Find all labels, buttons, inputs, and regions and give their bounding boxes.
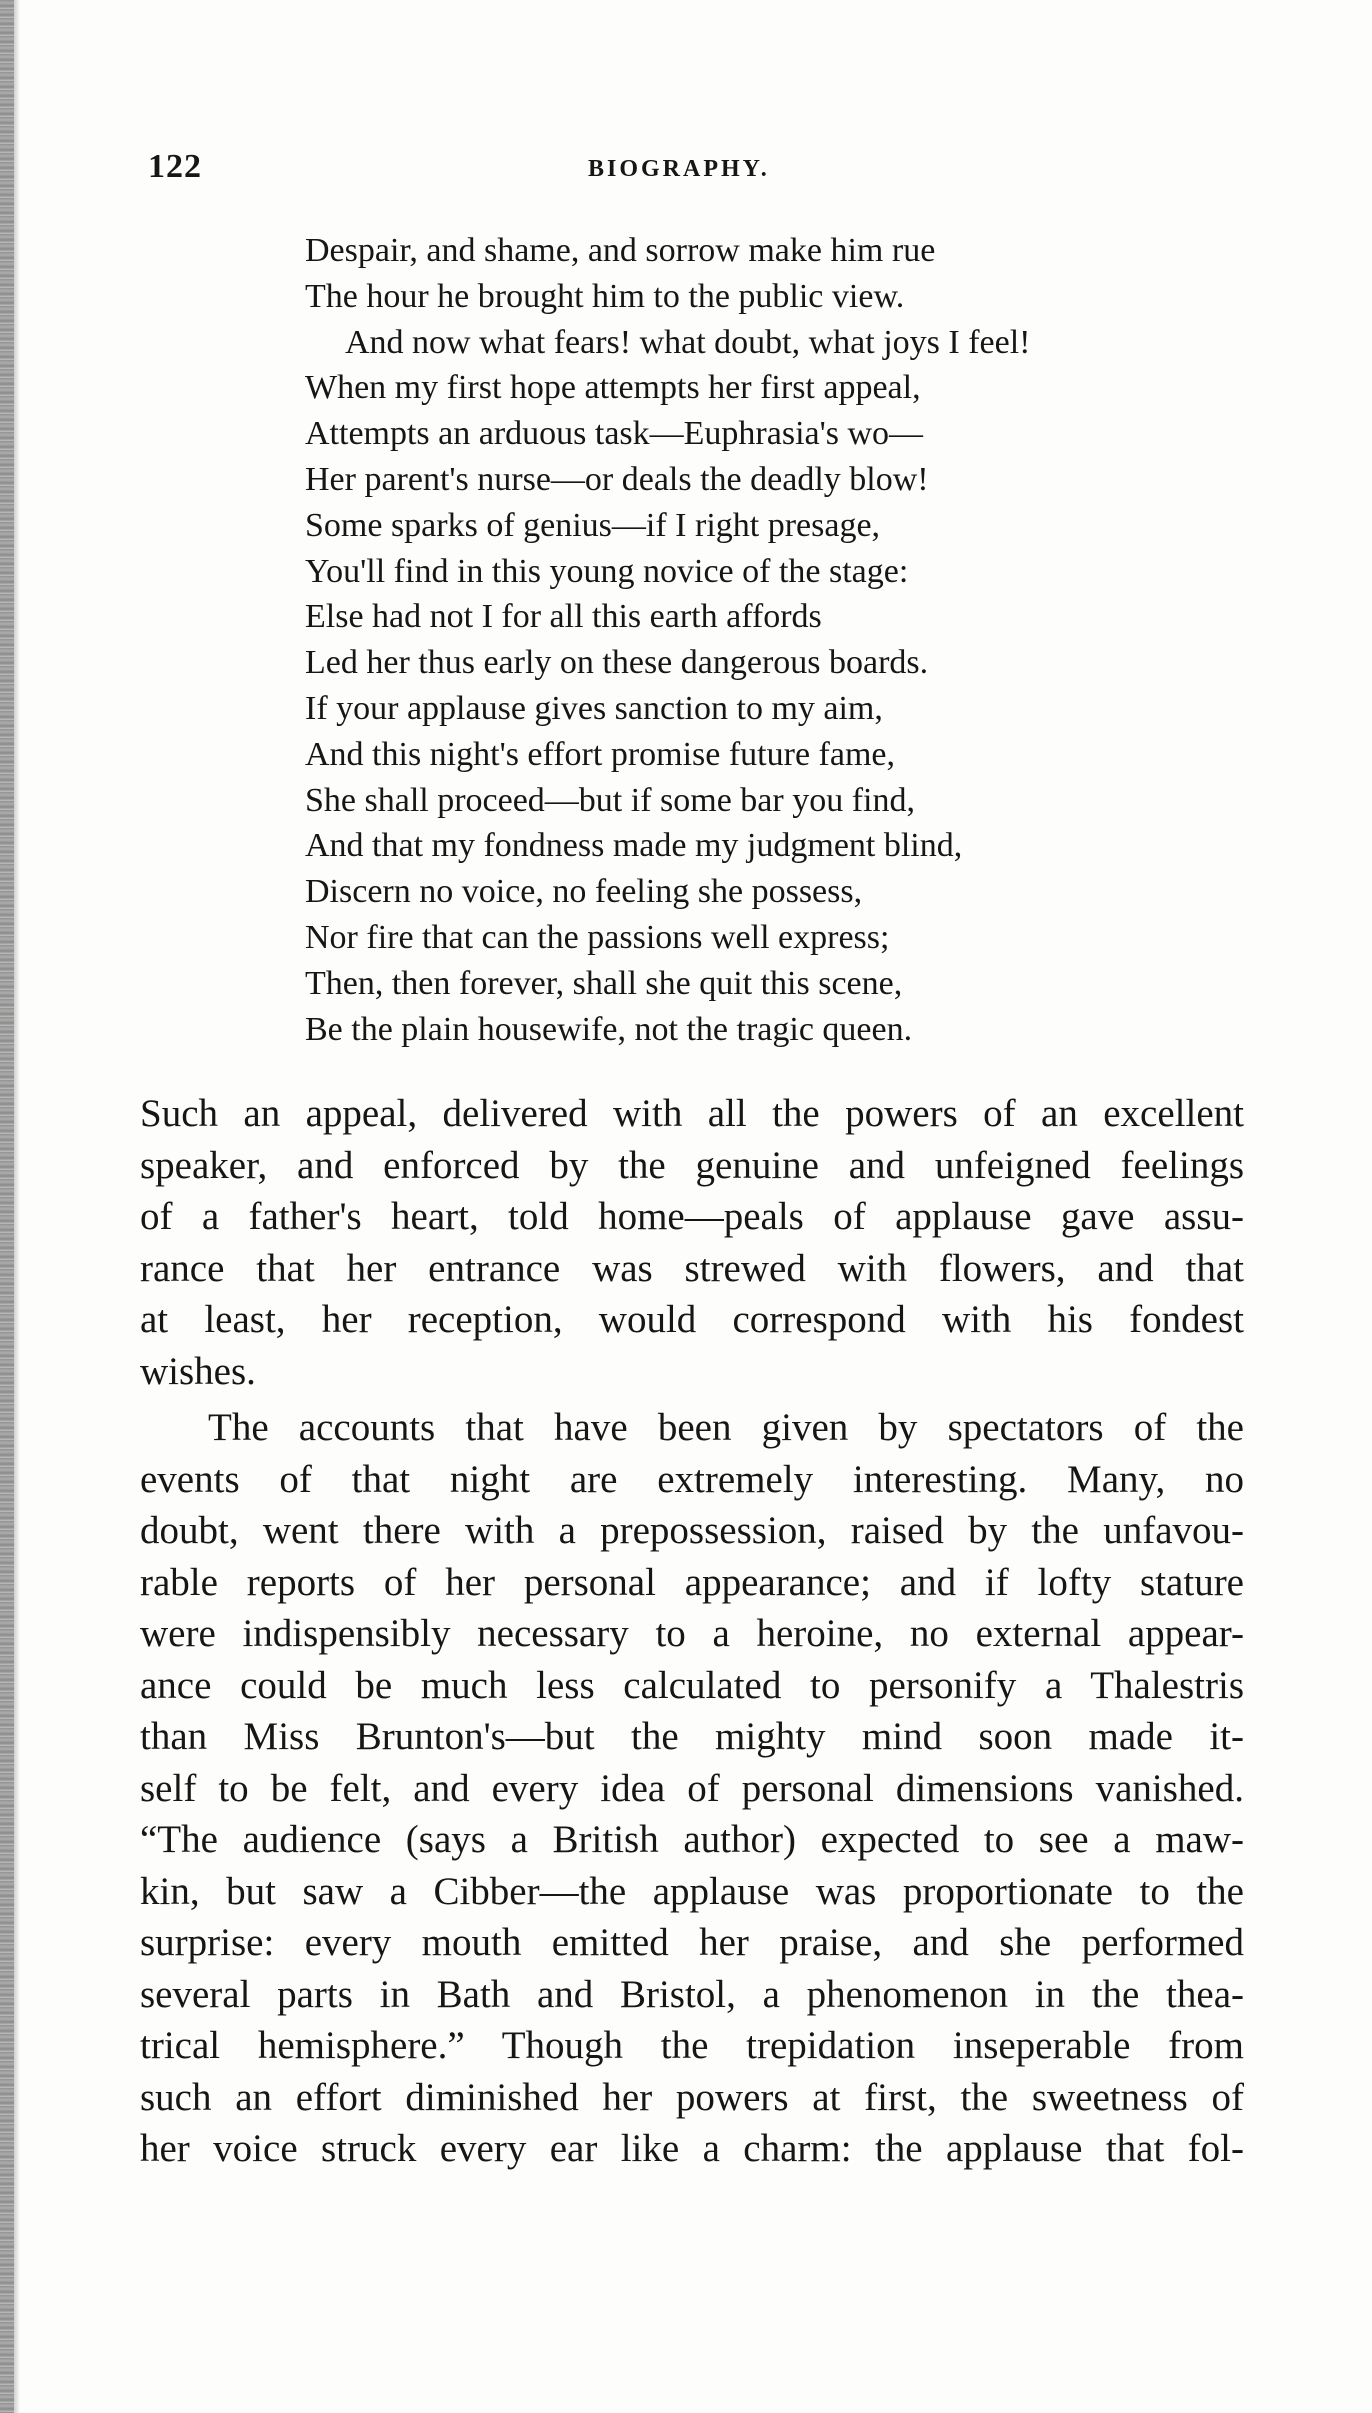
text-line: speaker, and enforced by the genuine and unfeigned feelings bbox=[140, 1143, 1244, 1187]
verse-line: Be the plain housewife, not the tragic queen. bbox=[305, 1010, 913, 1048]
verse-line: Discern no voice, no feeling she possess, bbox=[305, 873, 863, 911]
verse-line: Nor fire that can the passions well express; bbox=[305, 918, 890, 956]
text-line: doubt, went there with a prepossession, raised by the unfavou- bbox=[140, 1509, 1244, 1552]
text-line: ance could be much less calculated to personify a Thalestris bbox=[140, 1663, 1244, 1707]
verse-line: Despair, and shame, and sorrow make him rue bbox=[305, 232, 936, 269]
text-line: rable reports of her personal appearance; and if lofty stature bbox=[140, 1560, 1244, 1604]
paragraph bbox=[140, 1088, 1244, 1397]
text-line: “The audience (says a British author) expected to see a maw- bbox=[140, 1818, 1244, 1861]
running-title: BIOGRAPHY. bbox=[588, 156, 770, 182]
page-number: 122 bbox=[148, 148, 202, 185]
binding-edge bbox=[0, 0, 14, 2413]
text-line: than Miss Brunton's—but the mighty mind soon made it- bbox=[140, 1715, 1244, 1758]
text-line: The accounts that have been given by spectators of the bbox=[208, 1406, 1244, 1449]
text-line: events of that night are extremely interesting. Many, no bbox=[140, 1457, 1244, 1501]
verse-line: And this night's effort promise future fame, bbox=[305, 735, 895, 773]
text-line: of a father's heart, told home—peals of applause gave assu- bbox=[140, 1195, 1244, 1238]
verse-line: You'll find in this young novice of the stage: bbox=[305, 552, 909, 590]
verse-line: Else had not I for all this earth affords bbox=[305, 598, 822, 636]
text-line: wishes. bbox=[140, 1349, 256, 1393]
text-line: self to be felt, and every idea of personal dimensions vanished. bbox=[140, 1766, 1244, 1810]
verse-line: Her parent's nurse—or deals the deadly blow! bbox=[305, 460, 929, 498]
verse-line: Then, then forever, shall she quit this scene, bbox=[305, 964, 903, 1002]
text-line: surprise: every mouth emitted her praise, and she performed bbox=[140, 1921, 1244, 1964]
text-line: at least, her reception, would correspond with his fondest bbox=[140, 1298, 1244, 1341]
paragraph bbox=[140, 1402, 1244, 2175]
verse-line: When my first hope attempts her first appeal, bbox=[305, 369, 921, 407]
text-line: were indispensibly necessary to a heroine, no external appear- bbox=[140, 1612, 1244, 1655]
verse-line: If your applause gives sanction to my aim, bbox=[305, 689, 883, 727]
verse-line: The hour he brought him to the public view. bbox=[305, 277, 905, 315]
text-line: rance that her entrance was strewed with flowers, and that bbox=[140, 1246, 1244, 1290]
verse-line: Attempts an arduous task—Euphrasia's wo— bbox=[305, 415, 924, 453]
verse-line: And that my fondness made my judgment blind, bbox=[305, 827, 963, 865]
text-line: kin, but saw a Cibber—the applause was proportionate to the bbox=[140, 1869, 1244, 1913]
text-line: several parts in Bath and Bristol, a phenomenon in the thea- bbox=[140, 1972, 1244, 2016]
verse-line: She shall proceed—but if some bar you find, bbox=[305, 781, 915, 819]
verse-line: And now what fears! what doubt, what joys I feel! bbox=[345, 323, 1031, 361]
verse-line: Some sparks of genius—if I right presage, bbox=[305, 506, 881, 544]
text-line: such an effort diminished her powers at first, the sweetness of bbox=[140, 2075, 1244, 2119]
text-line: her voice struck every ear like a charm: the applause that fol- bbox=[140, 2127, 1244, 2170]
binding-shadow bbox=[14, 0, 20, 2413]
text-line: Such an appeal, delivered with all the powers of an excellent bbox=[140, 1092, 1244, 1135]
verse-block bbox=[305, 228, 1185, 1052]
text-line: trical hemisphere.” Though the trepidation inseperable from bbox=[140, 2024, 1244, 2067]
verse-line: Led her thus early on these dangerous boards. bbox=[305, 644, 929, 682]
running-head bbox=[148, 148, 1268, 198]
